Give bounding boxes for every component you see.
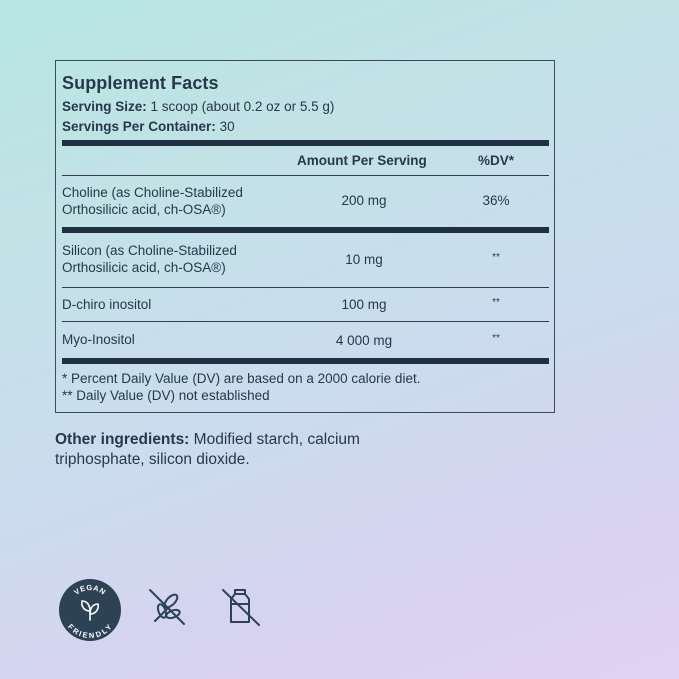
row-dchiro-name: D-chiro inositol xyxy=(62,297,152,312)
supplement-facts-panel xyxy=(55,60,555,413)
footnote-not-established: ** Daily Value (DV) not established xyxy=(62,388,270,403)
row-myo-amount: 4 000 mg xyxy=(335,333,393,348)
row-choline-dv: 36% xyxy=(482,193,510,208)
dairy-free-icon xyxy=(220,587,262,627)
other-ingredients: Other ingredients: Modified starch, calcium triphosphate, silicon dioxide. xyxy=(55,431,360,468)
svg-text:VEGAN: VEGAN xyxy=(72,582,108,597)
servings-per-container: Servings Per Container: 30 xyxy=(62,119,235,134)
footnote-dv: * Percent Daily Value (DV) are based on a 2000 calorie diet. xyxy=(62,371,421,386)
row-choline-name: Choline (as Choline-Stabilized Orthosilicic acid, ch-OSA®) xyxy=(62,185,243,217)
row-dchiro-amount: 100 mg xyxy=(341,297,387,312)
divider-thick xyxy=(62,358,549,364)
divider xyxy=(62,321,549,322)
facts-title: Supplement Facts xyxy=(62,73,219,93)
divider-thick xyxy=(62,140,549,146)
divider xyxy=(62,175,549,176)
col-dv-header: %DV* xyxy=(478,153,515,168)
col-amount-header: Amount Per Serving xyxy=(297,153,427,168)
row-myo-dv: ** xyxy=(492,333,500,344)
svg-text:FRIENDLY: FRIENDLY xyxy=(66,622,114,641)
divider xyxy=(62,287,549,288)
divider-thick xyxy=(62,227,549,233)
row-choline-amount: 200 mg xyxy=(341,193,387,208)
gluten-free-icon xyxy=(147,587,187,627)
row-dchiro-dv: ** xyxy=(492,297,500,308)
row-silicon-amount: 10 mg xyxy=(345,252,383,267)
row-silicon-name: Silicon (as Choline-Stabilized Orthosilicic acid, ch-OSA®) xyxy=(62,243,237,275)
row-silicon-dv: ** xyxy=(492,252,500,263)
serving-size: Serving Size: 1 scoop (about 0.2 oz or 5.5 g) xyxy=(62,99,335,114)
row-myo-name: Myo-Inositol xyxy=(62,332,135,347)
vegan-friendly-icon xyxy=(58,578,122,642)
